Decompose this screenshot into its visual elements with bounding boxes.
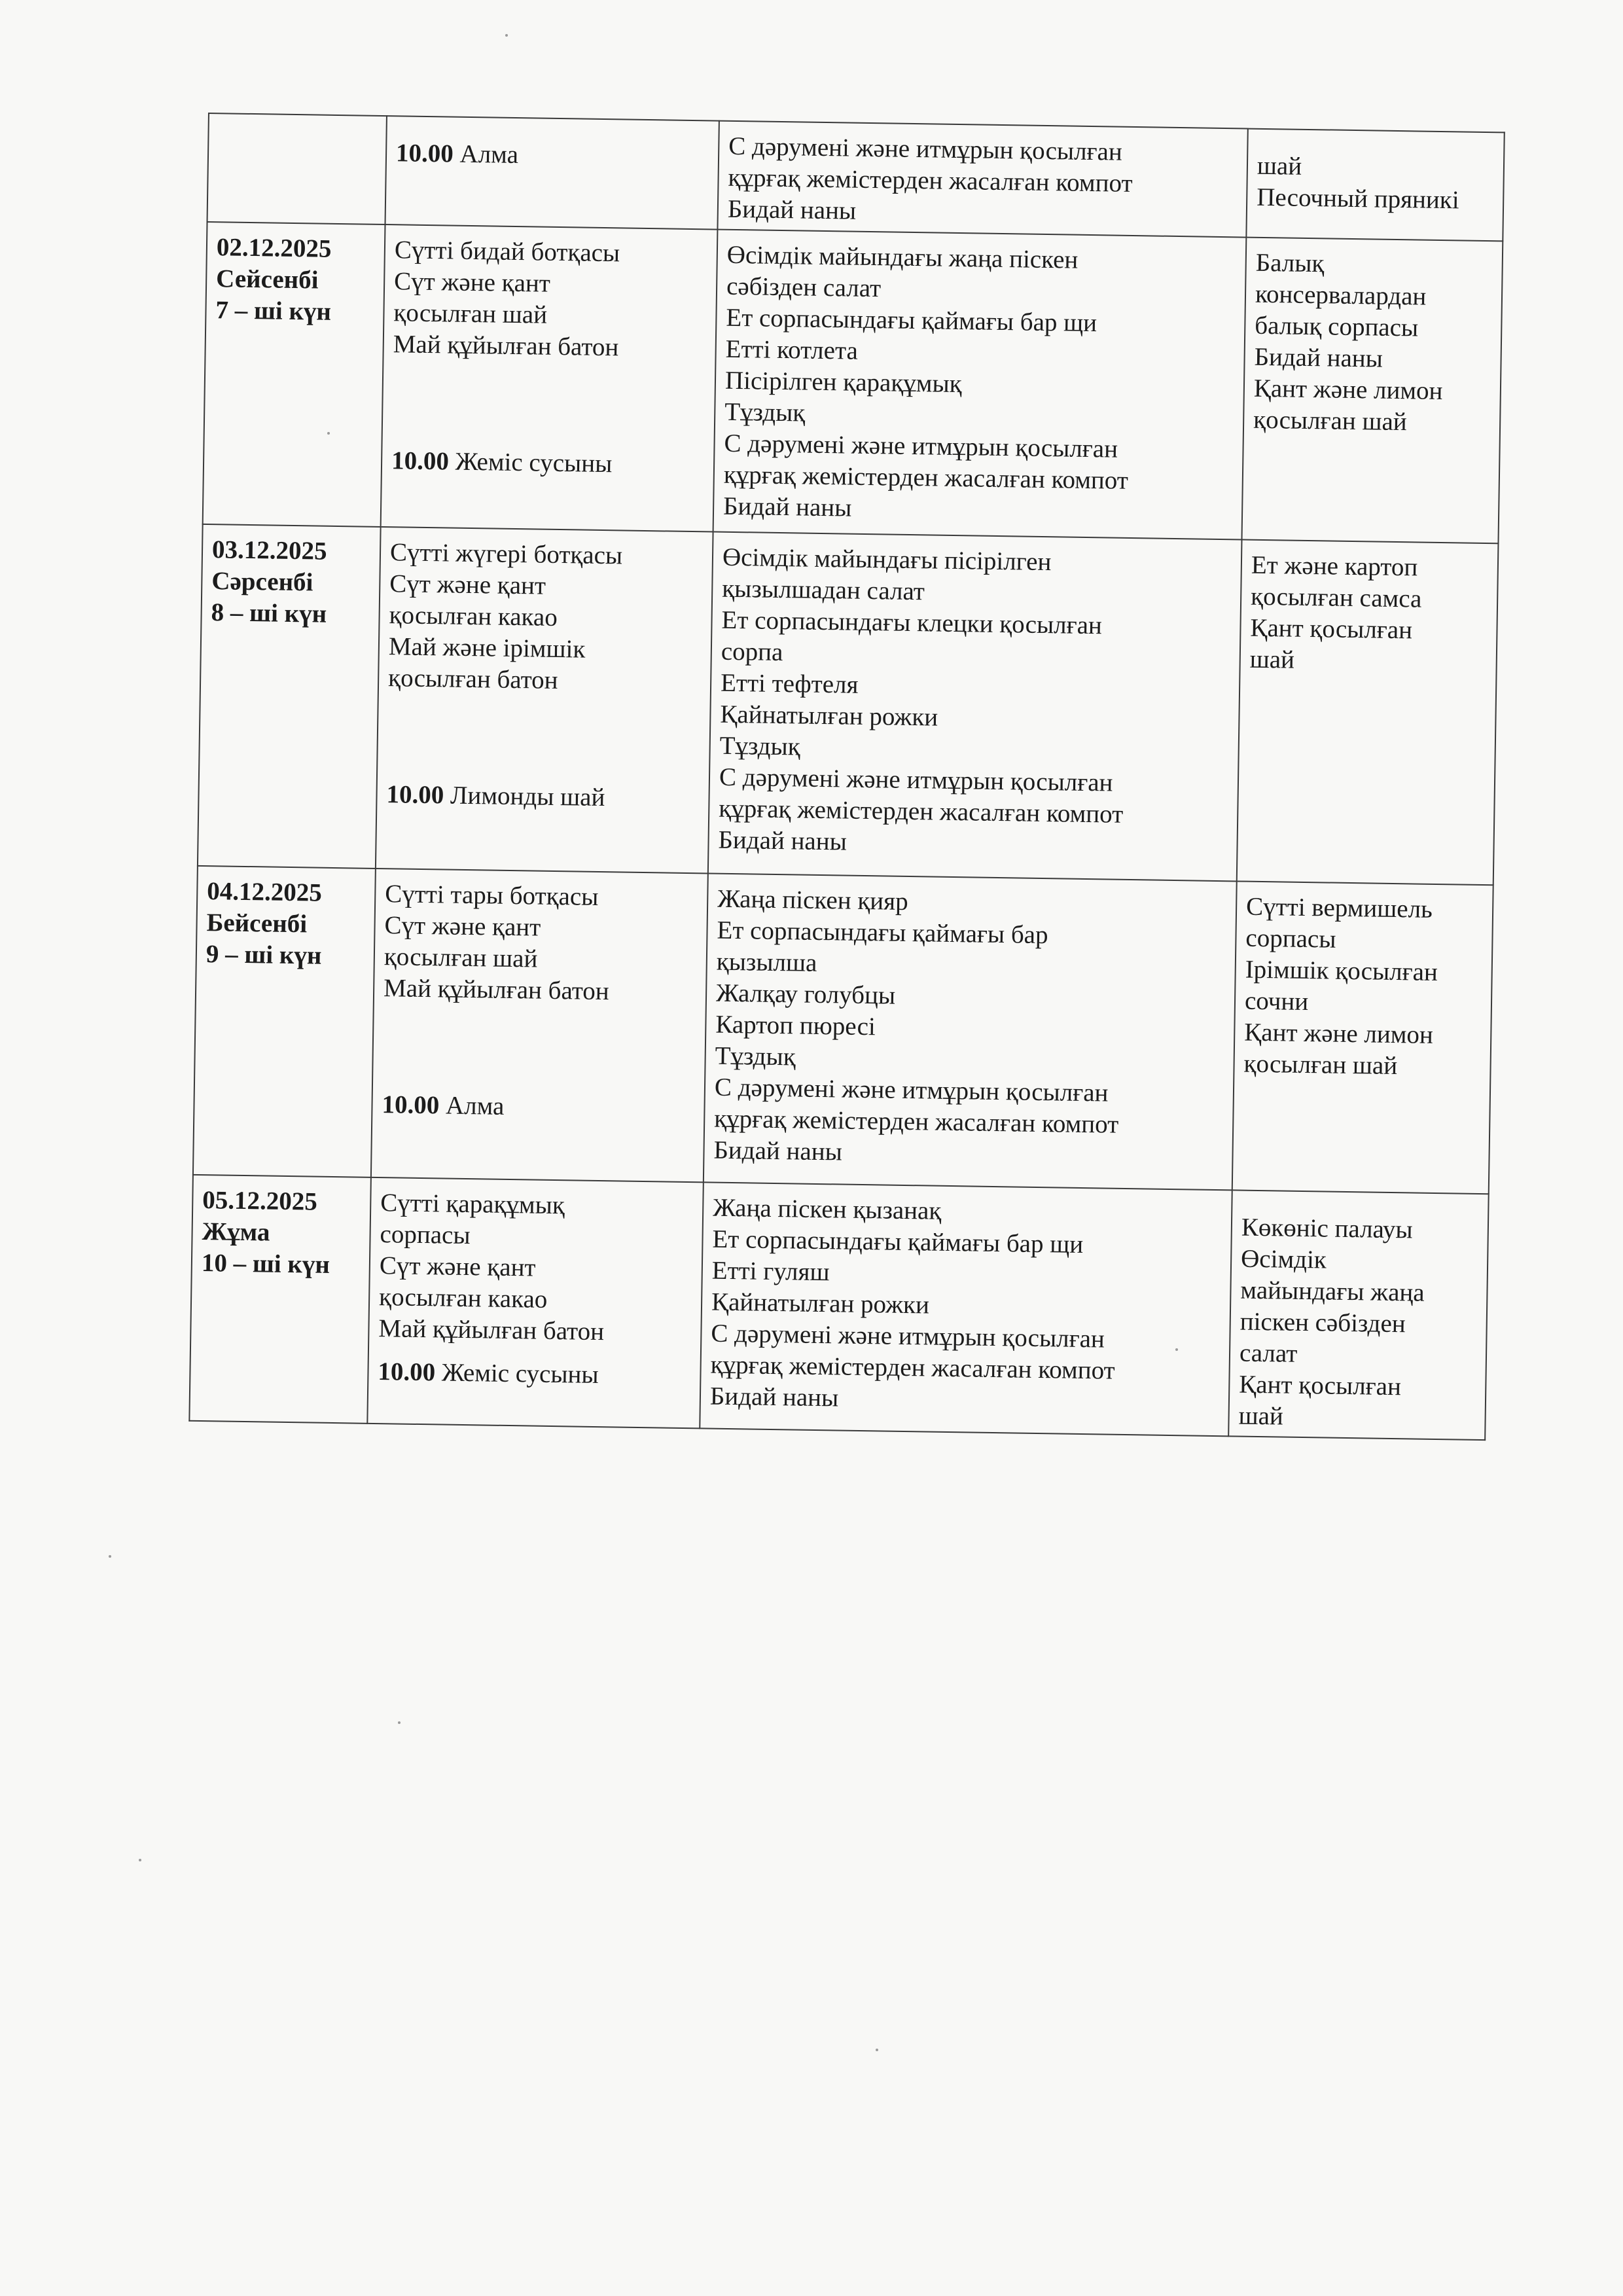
- breakfast-cell: [367, 1177, 704, 1428]
- lunch-cell: [704, 873, 1237, 1190]
- lunch-item: сорпа: [721, 637, 783, 667]
- breakfast-item: қосылған какао: [378, 1283, 548, 1314]
- dinner-item: шай: [1238, 1401, 1284, 1431]
- dinner-cell: [1232, 881, 1493, 1194]
- scan-speck: [505, 34, 508, 37]
- breakfast-item: қосылған шай: [393, 298, 548, 329]
- dinner-item: Көкөніс палауы: [1241, 1213, 1413, 1244]
- dinner-item: Қант және лимон: [1244, 1018, 1434, 1049]
- lunch-item: Тұздық: [724, 397, 806, 427]
- lunch-cell: [708, 532, 1242, 882]
- table-row: [198, 524, 1499, 885]
- lunch-item: Бидай наны: [727, 194, 857, 225]
- lunch-item: құрғақ жемістерден жасалған компот: [718, 794, 1124, 829]
- snack-line: 10.00 Жеміс сусыны: [378, 1357, 599, 1390]
- breakfast-item: Сүт және қант: [389, 569, 546, 600]
- lunch-item: Жаңа піскен қияр: [717, 884, 908, 916]
- lunch-item: Қайнатылған рожки: [720, 700, 938, 732]
- day-weekday: Сейсенбі: [215, 264, 319, 295]
- scan-speck: [876, 2049, 878, 2051]
- dinner-item: сорпасы: [1245, 924, 1336, 954]
- table-row: [207, 113, 1505, 241]
- lunch-item: Картоп пюресі: [715, 1010, 876, 1041]
- lunch-item: қызылшадан салат: [721, 574, 925, 606]
- lunch-item: Тұздық: [715, 1041, 796, 1071]
- day-number: 10 – ші күн: [201, 1249, 330, 1279]
- breakfast-item: Сүтті жүгері ботқасы: [389, 538, 623, 570]
- lunch-item: Бидай наны: [709, 1382, 839, 1412]
- dinner-item: Песочный пряникі: [1256, 183, 1459, 215]
- breakfast-item: Сүтті қарақұмық: [380, 1189, 565, 1220]
- lunch-item: құрғақ жемістерден жасалған компот: [710, 1350, 1115, 1385]
- dinner-item: Ірімшік қосылған: [1245, 955, 1438, 987]
- day-cell: [198, 524, 381, 869]
- lunch-item: Ет сорпасындағы қаймағы бар щи: [712, 1225, 1084, 1259]
- lunch-item: Қайнатылған рожки: [711, 1287, 930, 1319]
- menu-table: [188, 113, 1505, 1441]
- lunch-item: С дәрумені және итмұрын қосылған: [711, 1319, 1105, 1354]
- snack-line: 10.00 Алма: [395, 139, 519, 170]
- breakfast-item: қосылған шай: [383, 942, 538, 973]
- scan-speck: [327, 432, 330, 435]
- snack-line: 10.00 Алма: [382, 1090, 505, 1121]
- dinner-item: Сүтті вермишель: [1245, 892, 1433, 924]
- breakfast-item: Сүт және қант: [393, 267, 551, 298]
- breakfast-item: Сүтті тары ботқасы: [385, 880, 599, 911]
- breakfast-item: Сүт және қант: [384, 911, 541, 942]
- snack-line: 10.00 Жеміс сусыны: [391, 446, 613, 478]
- lunch-cell: [717, 121, 1247, 238]
- lunch-item: Жаңа піскен қызанақ: [712, 1193, 942, 1225]
- day-date: 04.12.2025: [207, 877, 323, 907]
- breakfast-cell: [371, 869, 708, 1182]
- lunch-item: С дәрумені және итмұрын қосылған: [719, 762, 1113, 797]
- dinner-item: Бидай наны: [1254, 342, 1383, 373]
- dinner-item: консервалардан: [1255, 279, 1427, 311]
- dinner-cell: [1228, 1190, 1489, 1440]
- dinner-item: шай: [1257, 151, 1302, 181]
- breakfast-item: Сүт және қант: [379, 1251, 536, 1282]
- lunch-item: Өсімдік майындағы жаңа піскен: [726, 240, 1079, 274]
- lunch-item: Ет сорпасындағы қаймағы бар щи: [726, 303, 1097, 338]
- breakfast-cell: [381, 224, 718, 531]
- lunch-item: Етті котлета: [725, 334, 859, 365]
- lunch-item: Бидай наны: [713, 1136, 843, 1166]
- breakfast-item: Сүтті бидай ботқасы: [394, 236, 620, 268]
- lunch-item: құрғақ жемістерден жасалған компот: [728, 163, 1133, 198]
- table-row: [189, 1175, 1488, 1440]
- table-row: [193, 866, 1493, 1194]
- lunch-cell: [713, 230, 1247, 540]
- day-weekday: Бейсенбі: [206, 908, 308, 939]
- lunch-item: Етті гуляш: [711, 1256, 830, 1287]
- day-cell: [189, 1175, 371, 1424]
- dinner-item: Ет және картоп: [1251, 550, 1418, 582]
- dinner-item: салат: [1239, 1338, 1298, 1368]
- dinner-item: Қант қосылған: [1250, 613, 1413, 645]
- breakfast-item: қосылған батон: [387, 664, 558, 695]
- lunch-item: Бидай наны: [718, 825, 847, 856]
- dinner-cell: [1237, 540, 1499, 886]
- dinner-item: қосылған шай: [1253, 405, 1408, 437]
- dinner-item: қосылған самса: [1250, 582, 1422, 613]
- lunch-item: құрғақ жемістерден жасалған компот: [723, 460, 1129, 495]
- lunch-item: Етті тефтеля: [720, 668, 859, 699]
- lunch-item: Тұздық: [719, 731, 801, 761]
- day-cell: [203, 222, 385, 527]
- dinner-item: сочни: [1244, 986, 1309, 1016]
- lunch-item: Пісірілген қарақұмық: [724, 366, 962, 399]
- lunch-item: С дәрумені және итмұрын қосылған: [714, 1073, 1109, 1107]
- dinner-cell: [1241, 238, 1503, 544]
- lunch-item: Өсімдік майындағы пісірілген: [722, 543, 1052, 577]
- lunch-item: Ет сорпасындағы клецки қосылған: [721, 605, 1103, 640]
- breakfast-item: қосылған какао: [389, 601, 558, 632]
- breakfast-cell: [376, 527, 713, 873]
- day-date: 03.12.2025: [211, 535, 327, 565]
- dinner-item: Қант қосылған: [1239, 1370, 1402, 1401]
- scan-speck: [109, 1555, 111, 1558]
- snack-line: 10.00 Лимонды шай: [386, 780, 605, 812]
- scan-speck: [139, 1859, 141, 1861]
- breakfast-item: Май және ірімшік: [388, 632, 586, 664]
- dinner-item: Балық: [1255, 248, 1325, 278]
- lunch-item: Жалқау голубцы: [715, 978, 896, 1010]
- day-cell: [193, 866, 376, 1177]
- day-number: 9 – ші күн: [205, 940, 322, 970]
- lunch-item: қызылша: [716, 947, 817, 977]
- scan-speck: [1175, 1348, 1178, 1351]
- breakfast-item: Май құйылған батон: [383, 974, 610, 1006]
- breakfast-cell: [385, 116, 719, 230]
- dinner-item: піскен сәбізден: [1240, 1307, 1406, 1338]
- dinner-item: шай: [1249, 645, 1295, 674]
- lunch-item: Ет сорпасындағы қаймағы бар: [717, 916, 1048, 950]
- dinner-item: қосылған шай: [1243, 1049, 1398, 1081]
- breakfast-item: Май құйылған батон: [378, 1314, 605, 1346]
- dinner-item: балық сорпасы: [1255, 311, 1419, 342]
- dinner-item: Қант және лимон: [1253, 374, 1443, 406]
- day-weekday: Жұма: [202, 1217, 270, 1247]
- lunch-item: С дәрумені және итмұрын қосылған: [724, 429, 1118, 463]
- lunch-item: құрғақ жемістерден жасалған компот: [713, 1104, 1119, 1139]
- breakfast-item: Май құйылған батон: [393, 330, 619, 362]
- table-row: [203, 222, 1503, 543]
- dinner-item: майындағы жаңа: [1240, 1276, 1425, 1307]
- day-cell: [207, 113, 387, 224]
- breakfast-item: сорпасы: [380, 1220, 471, 1250]
- lunch-cell: [700, 1182, 1232, 1436]
- lunch-item: С дәрумені және итмұрын қосылған: [728, 132, 1123, 166]
- dinner-cell: [1246, 129, 1504, 242]
- day-date: 05.12.2025: [202, 1186, 318, 1216]
- day-weekday: Сәрсенбі: [211, 567, 313, 597]
- lunch-item: Бидай наны: [722, 492, 852, 522]
- day-number: 8 – ші күн: [211, 598, 327, 628]
- scan-speck: [398, 1721, 401, 1724]
- day-number: 7 – ші күн: [215, 296, 332, 326]
- lunch-item: сәбізден салат: [726, 272, 882, 303]
- dinner-item: Өсімдік: [1240, 1244, 1327, 1274]
- day-date: 02.12.2025: [216, 233, 332, 263]
